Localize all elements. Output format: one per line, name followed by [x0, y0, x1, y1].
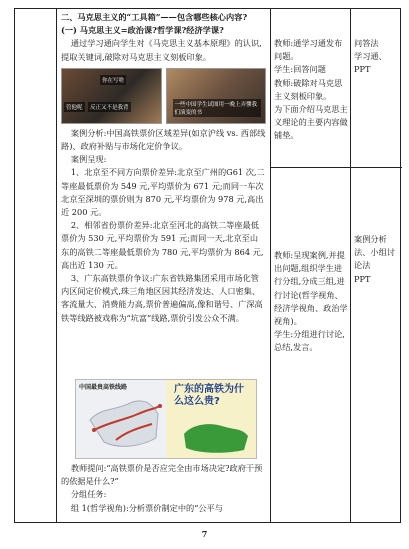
- case-title: 案例分析:中国高铁票价区域差异(如京沪线 vs. 西部线路)、政府补贴与市场化定价争议。: [61, 127, 266, 152]
- method-column: [351, 9, 402, 522]
- row-divider: [271, 167, 402, 168]
- poster-graphic: [166, 380, 256, 458]
- section-title: 二、马克思主义的“工具箱”——包含哪些核心内容?: [61, 12, 248, 22]
- case-present-label: 案例呈现:: [70, 154, 107, 165]
- case-item: 1、北京至不同方向票价差异:北京至广州的G61 次,二等座最低票价为 549 元,平均票价为 671 元;而同一车次北京至深圳的票价则为 870 元,平均票价为 978 元,高出近 200 元。: [61, 167, 265, 218]
- activity-block-2: [274, 249, 348, 355]
- left-column: [15, 9, 57, 522]
- method-block-2: [354, 233, 400, 286]
- method-block-1: [354, 37, 400, 77]
- hsr-figure: [75, 379, 257, 459]
- map-graphic: [76, 380, 166, 458]
- map-title: 中国最贵高铁线路: [79, 384, 128, 391]
- meme-photo-students: [166, 68, 267, 124]
- china-rail-map: [76, 380, 166, 458]
- intro-text: 通过学习通向学生对《马克思主义基本原理》的认识,提取关键词,破除对马克思主义刻板印象。: [61, 38, 262, 62]
- teacher-question: 教师提问:“高铁票价是否应完全由市场决定?政府干预的依据是什么?”: [61, 463, 263, 487]
- activity-text: 教师:通学习通发布问题。: [274, 38, 343, 62]
- case-item: 2、相邻省份票价差异:北京至河北的高铁二等座最低票价为 530 元,平均票价为 591 元;而同一天,北京至山东的高铁二等座最低票价为 780 元,平均票价为 864 元,高出近 130 元。: [61, 220, 264, 270]
- photo-caption: 一些中国学生试图用一晚上弄懂我们演变的书: [173, 99, 261, 117]
- method-text: 学习通、PPT: [354, 51, 387, 75]
- activity-text: 教师:呈现案例,并提出问题,组织学生进行分组,分成三组,进行讨论(哲学视角、经济学视角、政治学视角)。: [274, 250, 348, 327]
- activity-block-1: [274, 37, 348, 143]
- page-number: 7: [201, 529, 208, 539]
- photo-caption: 反正又不是我背: [88, 102, 131, 112]
- activity-text: 学生:分组进行讨论,总结,发言。: [274, 329, 345, 353]
- meme-photo-marx-engels: [61, 68, 162, 124]
- method-text: 案例分析法、小组讨论法: [354, 234, 395, 271]
- group-task-1: 组 1(哲学视角):分析票价制定中的“公平与: [70, 502, 223, 513]
- activity-text: 教师:破除对马克思主义刻板印象。: [274, 77, 343, 101]
- method-text: PPT: [354, 273, 371, 284]
- activity-column: [271, 9, 351, 522]
- method-text: 问答法: [354, 38, 379, 48]
- activity-text: 学生:回答问题: [274, 64, 326, 75]
- photo-row: [61, 68, 266, 124]
- activity-text: 为下面介绍马克思主义理论的主要内容做铺垫。: [274, 104, 348, 141]
- photo-caption: 你在写啥: [100, 75, 126, 85]
- guangdong-poster: [166, 380, 256, 458]
- subsection-title: (一) 马克思主义=政治课?哲学课?经济学课?: [61, 25, 224, 36]
- case-item: 3、广东高铁票价争议:广东省铁路集团采用市场化管内区间定价模式,珠三角地区因其经济发达、人口密集、客流量大、消费能力高,票价普遍偏高,像和谐号、广深高铁等线路被戏称为“坑富”线路,票价引发公众不满。: [61, 273, 263, 323]
- photo-caption: 管他呢: [64, 102, 85, 112]
- group-task-label: 分组任务:: [70, 489, 107, 500]
- lesson-table: [14, 8, 401, 523]
- poster-title: 广东的高铁为什么这么贵?: [174, 384, 244, 407]
